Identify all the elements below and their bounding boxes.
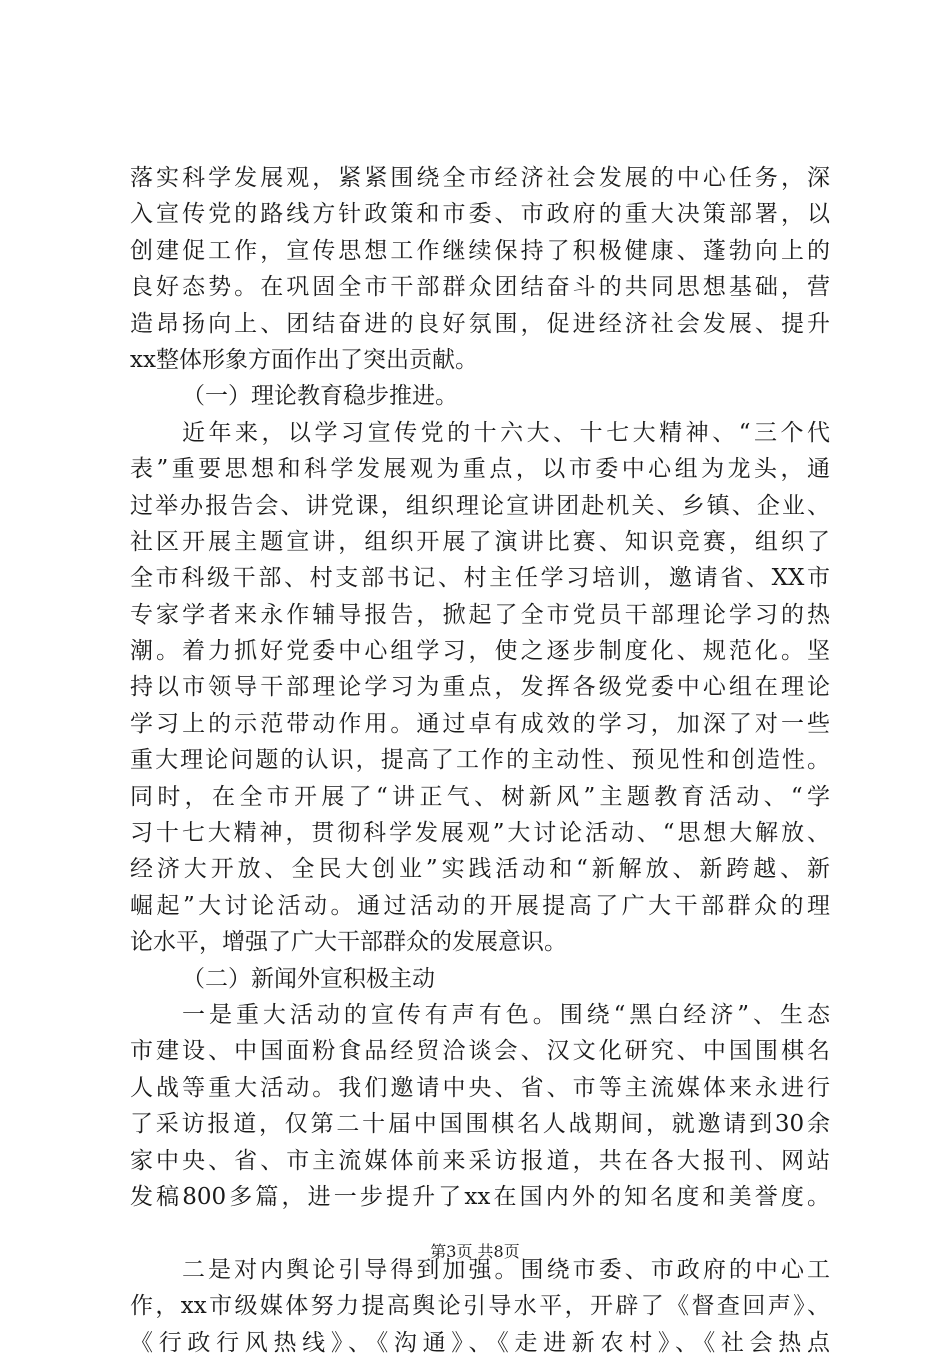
text-line: 论水平，增强了广大干部群众的发展意识。 bbox=[130, 929, 567, 956]
text-line: 同时，在全市开展了“讲正气、树新风”主题教育活动、“学 bbox=[130, 783, 830, 810]
text-line: 习十七大精神，贯彻科学发展观”大讨论活动、“思想大解放、 bbox=[130, 820, 830, 847]
text-line: 经济大开放、全民大创业”实践活动和“新解放、新跨越、新 bbox=[130, 856, 830, 883]
text-line: 家中央、省、市主流媒体前来采访报道，共在各大报刊、网站 bbox=[130, 1147, 830, 1174]
text-line: 过举办报告会、讲党课，组织理论宣讲团赴机关、乡镇、企业、 bbox=[130, 492, 830, 519]
text-line: 良好态势。在巩固全市干部群众团结奋斗的共同思想基础，营 bbox=[130, 274, 830, 301]
text-line: 了采访报道，仅第二十届中国围棋名人战期间，就邀请到30余 bbox=[130, 1111, 830, 1138]
text-line: 一是重大活动的宣传有声有色。围绕“黑白经济”、生态 bbox=[182, 1001, 830, 1028]
text-line: 人战等重大活动。我们邀请中央、省、市等主流媒体来永进行 bbox=[130, 1074, 830, 1101]
text-line: 发稿800多篇，进一步提升了xx在国内外的知名度和美誉度。 bbox=[130, 1183, 830, 1210]
page-footer: 第3页 共8页 bbox=[430, 1242, 520, 1261]
section-heading: （二）新闻外宣积极主动 bbox=[182, 965, 435, 992]
section-heading: （一）理论教育稳步推进。 bbox=[182, 383, 458, 410]
text-line: 落实科学发展观，紧紧围绕全市经济社会发展的中心任务，深 bbox=[130, 165, 830, 191]
document-body bbox=[130, 160, 830, 1361]
text-line: 入宣传党的路线方针政策和市委、市政府的重大决策部署，以 bbox=[130, 201, 830, 228]
text-line: 社区开展主题宣讲，组织开展了演讲比赛、知识竞赛，组织了 bbox=[130, 528, 830, 555]
text-line: 潮。着力抓好党委中心组学习，使之逐步制度化、规范化。坚 bbox=[130, 638, 830, 665]
text-line: 重大理论问题的认识，提高了工作的主动性、预见性和创造性。 bbox=[130, 747, 830, 774]
text-line: 创建促工作，宣传思想工作继续保持了积极健康、蓬勃向上的 bbox=[130, 237, 830, 264]
text-line: 表”重要思想和科学发展观为重点，以市委中心组为龙头，通 bbox=[130, 456, 830, 483]
text-line: 全市科级干部、村支部书记、村主任学习培训，邀请省、XX市 bbox=[130, 565, 830, 592]
text-line: 持以市领导干部理论学习为重点，发挥各级党委中心组在理论 bbox=[130, 674, 830, 701]
text-line: 《行政行风热线》、《沟通》、《走进新农村》、《社会热点 bbox=[130, 1329, 830, 1356]
text-line: 专家学者来永作辅导报告，掀起了全市党员干部理论学习的热 bbox=[130, 601, 830, 628]
text-line: 作，xx市级媒体努力提高舆论引导水平，开辟了《督查回声》、 bbox=[130, 1293, 830, 1320]
text-line: 造昂扬向上、团结奋进的良好氛围，促进经济社会发展、提升 bbox=[130, 310, 830, 337]
text-line: 学习上的示范带动作用。通过卓有成效的学习，加深了对一些 bbox=[130, 710, 830, 737]
text-line: xx整体形象方面作出了突出贡献。 bbox=[130, 346, 478, 373]
text-line: 崛起”大讨论活动。通过活动的开展提高了广大干部群众的理 bbox=[130, 892, 830, 919]
text-line: 二是对内舆论引导得到加强。围绕市委、市政府的中心工 bbox=[182, 1256, 830, 1283]
text-line: 近年来，以学习宣传党的十六大、十七大精神、“三个代 bbox=[182, 419, 830, 446]
text-line: 市建设、中国面粉食品经贸洽谈会、汉文化研究、中国围棋名 bbox=[130, 1038, 830, 1065]
